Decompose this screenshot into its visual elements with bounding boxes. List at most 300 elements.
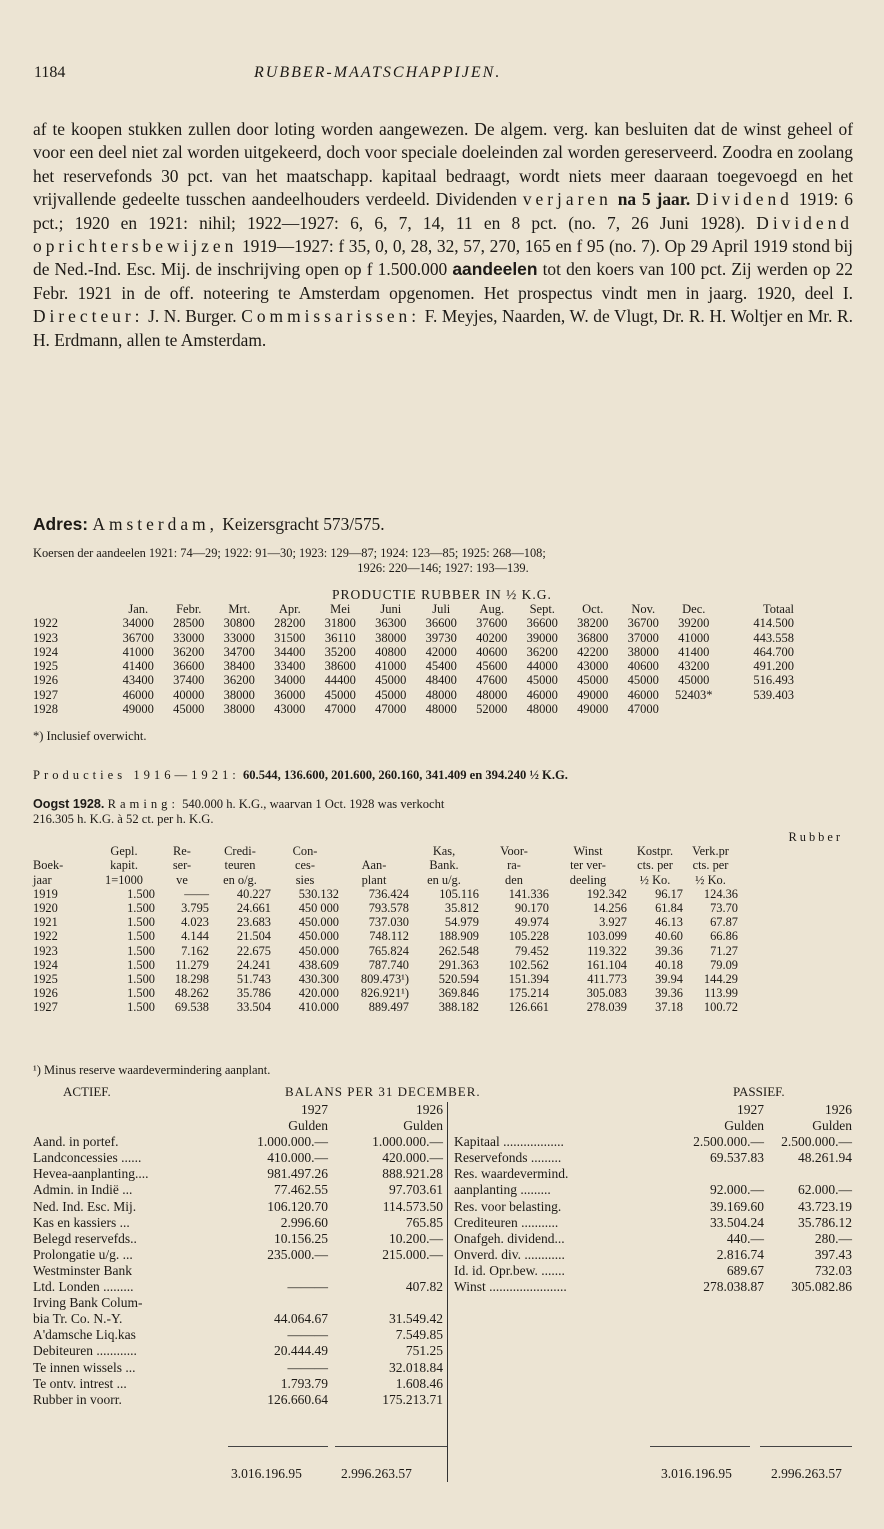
financial-cell: 39.36 xyxy=(655,943,683,958)
production-cell: 539.403 xyxy=(753,687,794,702)
production-cell: 28200 xyxy=(274,616,306,631)
financial-cell: 46.13 xyxy=(655,915,683,930)
financial-cell: 40.227 xyxy=(236,886,271,901)
column-header: Dec. xyxy=(682,602,706,616)
financial-cell: 51.743 xyxy=(236,972,271,987)
financial-cell: 39.94 xyxy=(655,972,683,987)
production-row xyxy=(33,673,853,687)
actief-column-header xyxy=(33,1102,445,1118)
financial-cell: 35.786 xyxy=(236,986,271,1001)
balance-passief xyxy=(447,1102,854,1482)
actief-line xyxy=(33,1311,445,1327)
balance-item-label: Landconcessies ...... xyxy=(33,1150,142,1166)
production-cell: 48000 xyxy=(476,687,508,702)
financial-cell: 40.60 xyxy=(655,929,683,944)
balance-value-1926: 62.000.— xyxy=(798,1182,852,1198)
production-cell: 41400 xyxy=(122,659,154,674)
production-cell: 1925 xyxy=(33,659,58,674)
financial-cell: 61.84 xyxy=(655,901,683,916)
balance-value-1927: ——— xyxy=(287,1279,328,1295)
financial-cell: 35.812 xyxy=(444,901,479,916)
financial-cell: 113.99 xyxy=(704,986,738,1001)
production-cell: 1926 xyxy=(33,673,58,688)
financial-cell: 23.683 xyxy=(236,915,271,930)
blank xyxy=(448,1118,664,1134)
column-header: Juli xyxy=(432,602,451,616)
column-header: Winst xyxy=(573,844,603,859)
financial-cell: 21.504 xyxy=(236,929,271,944)
column-header: Apr. xyxy=(278,602,301,616)
passief-line xyxy=(448,1263,854,1279)
balance-value-1927 xyxy=(664,1166,764,1182)
production-header-row xyxy=(33,602,853,616)
column-header: ces- xyxy=(295,858,315,873)
production-row xyxy=(33,645,853,659)
balance-item-label: Onverd. div. ............ xyxy=(454,1246,565,1262)
production-cell: 48400 xyxy=(425,673,457,688)
share-prices-line1: Koersen der aandeelen 1921: 74—29; 1922: 91—30; 1923: 129—87; 1924: 123—85; 1925: 268—108; xyxy=(33,546,546,560)
actief-line xyxy=(33,1166,445,1182)
blank xyxy=(33,1118,228,1134)
production-cell: 36200 xyxy=(526,644,558,659)
balance-value-1926: 1.000.000.— xyxy=(372,1134,443,1150)
production-cell: 48000 xyxy=(425,687,457,702)
actief-line xyxy=(33,1182,445,1198)
financial-cell: 175.214 xyxy=(508,986,549,1001)
production-cell: 1927 xyxy=(33,687,58,702)
financial-cell: 1924 xyxy=(33,957,58,972)
balance-value-1926: 888.921.28 xyxy=(382,1166,443,1182)
passief-line xyxy=(448,1231,854,1247)
column-header: Febr. xyxy=(176,602,202,616)
production-totals xyxy=(33,768,853,783)
financial-cell: 71.27 xyxy=(710,943,738,958)
balance-actief xyxy=(33,1102,445,1408)
total-rule xyxy=(650,1446,750,1447)
financial-cell: 49.974 xyxy=(514,915,549,930)
financial-cell: 40.18 xyxy=(655,957,683,972)
production-cell: 34400 xyxy=(274,644,306,659)
production-cell: 45000 xyxy=(173,702,205,717)
actief-line xyxy=(33,1263,445,1279)
production-cell: 45000 xyxy=(324,687,356,702)
actief-line xyxy=(33,1376,445,1392)
financial-cell: 450.000 xyxy=(298,915,339,930)
column-header: Gulden xyxy=(812,1118,852,1134)
financial-cell: 262.548 xyxy=(438,943,479,958)
column-header: Re- xyxy=(173,844,191,859)
production-cell: 443.558 xyxy=(753,630,794,645)
balance-item-label: Irving Bank Colum- xyxy=(33,1295,143,1311)
financial-cell: 1921 xyxy=(33,915,58,930)
balance-item-label: Onafgeh. dividend... xyxy=(454,1230,565,1246)
production-cell: 516.493 xyxy=(753,673,794,688)
financial-cell: 1927 xyxy=(33,1000,58,1015)
actief-line xyxy=(33,1247,445,1263)
production-cell: 43200 xyxy=(678,659,710,674)
balance-value-1926: 751.25 xyxy=(405,1343,443,1359)
actief-line xyxy=(33,1215,445,1231)
column-header: ra- xyxy=(507,858,521,873)
production-cell: 1923 xyxy=(33,630,58,645)
financial-cell: —— xyxy=(184,886,209,901)
production-cell: 45600 xyxy=(476,659,508,674)
financial-cell: 79.452 xyxy=(514,943,549,958)
financial-cell: 7.162 xyxy=(181,943,209,958)
financial-cell: 1.500 xyxy=(127,957,155,972)
production-cell: 42000 xyxy=(425,644,457,659)
column-header: Mrt. xyxy=(228,602,251,616)
balance-item-label: aanplanting ......... xyxy=(454,1182,551,1198)
production-cell: 47600 xyxy=(476,673,508,688)
financial-cell: 4.023 xyxy=(181,915,209,930)
production-cell: 39000 xyxy=(526,630,558,645)
production-cell: 38400 xyxy=(223,659,255,674)
production-cell: 414.500 xyxy=(753,616,794,631)
balance-value-1927: 126.660.64 xyxy=(267,1391,328,1407)
directeur-name: J. N. Burger. xyxy=(148,306,237,327)
financial-cell: 67.87 xyxy=(710,915,738,930)
actief-line xyxy=(33,1343,445,1359)
financial-row xyxy=(33,901,853,915)
financial-cell: 410.000 xyxy=(298,1000,339,1015)
total-rule xyxy=(335,1446,447,1447)
production-cell: 45000 xyxy=(577,673,609,688)
balance-value-1926: 175.213.71 xyxy=(382,1391,443,1407)
column-header: ½ Ko. xyxy=(639,872,671,887)
production-cell: 464.700 xyxy=(753,644,794,659)
production-cell: 47000 xyxy=(324,702,356,717)
harvest-estimate xyxy=(33,797,853,827)
aandeelen-text: tot den koers van 100 pct. Zij werden op 22 Febr. 1921 in de off. noteering te Amsterdam opgenomen. Het prospectus vindt men in jaarg. 1920, deel I. xyxy=(33,259,853,303)
balance-value-1926: 97.703.61 xyxy=(389,1182,443,1198)
actief-line xyxy=(33,1360,445,1376)
production-cell: 45000 xyxy=(678,673,710,688)
production-totals-values: 60.544, 136.600, 201.600, 260.160, 341.409 en 394.240 ½ K.G. xyxy=(242,768,568,782)
balance-value-1926: 7.549.85 xyxy=(395,1327,443,1343)
commissarissen-label: Commissarissen: xyxy=(241,306,421,327)
financial-cell: 737.030 xyxy=(368,915,409,930)
column-header: 1926 xyxy=(825,1102,852,1117)
financial-cell: 105.116 xyxy=(439,886,479,901)
balance-value-1926 xyxy=(328,1295,443,1311)
financial-cell: 192.342 xyxy=(586,886,627,901)
financial-cell: 305.083 xyxy=(586,986,627,1001)
financial-cell: 278.039 xyxy=(586,1000,627,1015)
balance-value-1926: 305.082.86 xyxy=(791,1279,852,1295)
financial-cell: 4.144 xyxy=(181,929,209,944)
balance-value-1926: 397.43 xyxy=(814,1246,852,1262)
balance-value-1927: 106.120.70 xyxy=(267,1198,328,1214)
production-cell: 46000 xyxy=(627,687,659,702)
balance-value-1927 xyxy=(228,1263,328,1279)
production-cell: 40800 xyxy=(375,644,407,659)
actief-label: ACTIEF. xyxy=(63,1084,111,1099)
financial-cell: 1920 xyxy=(33,901,58,916)
production-cell: 39730 xyxy=(425,630,457,645)
dividend-text: 1919: 6 pct.; 1920 en 1921: nihil; 1922—1927: 6, 6, 7, 14, 11 en 8 pct. (no. 7, 26 Juni 1928). xyxy=(33,189,853,233)
column-header: ½ Ko. xyxy=(695,872,726,887)
production-cell: 44400 xyxy=(324,673,356,688)
column-header: cts. per xyxy=(637,858,673,873)
dividend-label: Dividend xyxy=(696,189,793,210)
financial-cell: 96.17 xyxy=(655,886,683,901)
production-table-title: PRODUCTIE RUBBER IN ½ K.G. xyxy=(332,587,552,602)
balance-value-1927: 77.462.55 xyxy=(274,1182,328,1198)
column-header: kapit. xyxy=(110,858,138,873)
column-header: Gepl. xyxy=(110,844,138,859)
production-cell: 36600 xyxy=(526,616,558,631)
balance-item-label: Res. waardevermind. xyxy=(454,1166,569,1182)
production-cell: 45000 xyxy=(375,687,407,702)
financial-cell: 1925 xyxy=(33,972,58,987)
financial-header-row xyxy=(33,858,853,872)
balance-item-label: Reservefonds ......... xyxy=(454,1150,562,1166)
production-footnote: *) Inclusief overwicht. xyxy=(33,729,147,743)
financial-cell: 39.36 xyxy=(655,986,683,1001)
production-cell: 39200 xyxy=(678,616,710,631)
financial-header-row xyxy=(33,873,853,887)
financial-cell: 37.18 xyxy=(655,1000,683,1015)
production-cell: 45000 xyxy=(526,673,558,688)
balance-value-1927: 235.000.— xyxy=(267,1246,328,1262)
balance-item-label: bia Tr. Co. N.-Y. xyxy=(33,1311,123,1327)
running-title: RUBBER-MAATSCHAPPIJEN. xyxy=(254,64,502,81)
column-header: Kostpr. xyxy=(636,844,674,859)
balance-item-label: Hevea-aanplanting.... xyxy=(33,1166,149,1182)
harvest-text1: 540.000 h. K.G., waarvan 1 Oct. 1928 was verkocht xyxy=(182,797,445,811)
production-totals-label: Producties 1916—1921: xyxy=(33,768,240,782)
passief-column-header xyxy=(448,1102,854,1118)
financial-row xyxy=(33,972,853,986)
balance-item-label: Id. id. Opr.bew. ....... xyxy=(454,1262,565,1278)
financial-cell: 103.099 xyxy=(586,929,627,944)
financial-cell: 54.979 xyxy=(444,915,479,930)
financial-cell: 411.773 xyxy=(587,972,627,987)
production-cell: 41000 xyxy=(122,644,154,659)
column-header: Voor- xyxy=(500,844,528,859)
verjaren-term: na 5 jaar. xyxy=(617,189,691,210)
balance-value-1927: 2.996.60 xyxy=(280,1214,328,1230)
financial-cell: 826.921¹) xyxy=(360,986,409,1001)
page-number: 1184 xyxy=(34,64,66,81)
balance-value-1927: 69.537.83 xyxy=(710,1150,764,1166)
production-cell: 40000 xyxy=(173,687,205,702)
financial-cell: 787.740 xyxy=(368,957,409,972)
balance-heading xyxy=(33,1084,853,1102)
column-header: den xyxy=(505,872,523,887)
blank xyxy=(33,1102,228,1118)
financial-row xyxy=(33,944,853,958)
raming-label: Raming: xyxy=(107,797,179,811)
financial-cell: 388.182 xyxy=(438,1000,479,1015)
production-cell: 36110 xyxy=(324,630,356,645)
production-table xyxy=(33,602,853,716)
production-cell: 47000 xyxy=(375,702,407,717)
balance-value-1927: ——— xyxy=(287,1359,328,1375)
financial-cell: 765.824 xyxy=(368,943,409,958)
production-cell: 38000 xyxy=(223,702,255,717)
production-cell xyxy=(669,702,720,716)
rubber-superheader: Rubber xyxy=(788,830,843,844)
financial-cell: 188.909 xyxy=(438,929,479,944)
production-cell: 37400 xyxy=(173,673,205,688)
production-cell: 38000 xyxy=(223,687,255,702)
production-cell: 36200 xyxy=(223,673,255,688)
total-passief-1926: 2.996.263.57 xyxy=(771,1466,842,1481)
production-cell xyxy=(719,702,794,716)
production-row xyxy=(33,616,853,630)
financial-cell: 1.500 xyxy=(127,1000,155,1015)
balance-value-1927: 981.497.26 xyxy=(267,1166,328,1182)
share-prices xyxy=(33,546,853,575)
balance-value-1927: 410.000.— xyxy=(267,1150,328,1166)
financial-cell: 144.29 xyxy=(703,972,738,987)
production-cell: 34000 xyxy=(122,616,154,631)
balance-value-1926: 32.018.84 xyxy=(389,1359,443,1375)
balance-value-1927: ——— xyxy=(287,1327,328,1343)
balance-item-label: Te innen wissels ... xyxy=(33,1359,136,1375)
production-cell: 31500 xyxy=(274,630,306,645)
actief-line xyxy=(33,1327,445,1343)
balance-item-label: Westminster Bank xyxy=(33,1262,133,1278)
production-cell: 44000 xyxy=(526,659,558,674)
commissarissen-names: F. Meyjes, Naarden, W. de Vlugt, Dr. R. H. Woltjer en Mr. R. H. Erdmann, allen te Amsterdam. xyxy=(33,306,853,350)
actief-line xyxy=(33,1199,445,1215)
balance-value-1927: 1.793.79 xyxy=(280,1375,328,1391)
column-header: Credi- xyxy=(224,844,256,859)
financial-cell: 1.500 xyxy=(127,972,155,987)
financial-cell: 438.609 xyxy=(298,957,339,972)
passief-line xyxy=(448,1182,854,1198)
production-cell: 40600 xyxy=(476,644,508,659)
balance-value-1926: 215.000.— xyxy=(382,1246,443,1262)
production-cell: 52403* xyxy=(675,687,713,702)
production-cell: 43000 xyxy=(274,702,306,717)
financial-cell: 90.170 xyxy=(514,901,549,916)
column-header: 1926 xyxy=(416,1102,443,1117)
production-cell: 46000 xyxy=(122,687,154,702)
passief-line xyxy=(448,1134,854,1150)
production-cell: 36600 xyxy=(173,659,205,674)
balance-value-1926: 10.200.— xyxy=(389,1230,443,1246)
production-row xyxy=(33,702,853,716)
balance-item-label: Ned. Ind. Esc. Mij. xyxy=(33,1198,137,1214)
balance-value-1926: 35.786.12 xyxy=(798,1214,852,1230)
aandeelen-label: aandeelen xyxy=(452,259,538,280)
balance-value-1927: 440.— xyxy=(726,1230,764,1246)
financial-cell: 105.228 xyxy=(508,929,549,944)
financial-cell: 33.504 xyxy=(236,1000,271,1015)
financial-cell: 420.000 xyxy=(298,986,339,1001)
production-cell: 35200 xyxy=(324,644,356,659)
financial-cell: 3.795 xyxy=(181,901,209,916)
actief-line xyxy=(33,1279,445,1295)
actief-line xyxy=(33,1392,445,1408)
financial-row xyxy=(33,958,853,972)
column-header: Juni xyxy=(380,602,402,616)
financial-cell: 450.000 xyxy=(298,943,339,958)
column-header xyxy=(339,844,409,858)
production-cell: 41000 xyxy=(678,630,710,645)
financial-cell: 102.562 xyxy=(508,957,549,972)
production-cell: 45000 xyxy=(375,673,407,688)
column-header: jaar xyxy=(33,872,52,887)
production-cell: 36600 xyxy=(425,616,457,631)
financial-cell: 100.72 xyxy=(703,1000,738,1015)
production-cell: 38000 xyxy=(627,644,659,659)
actief-line xyxy=(33,1150,445,1166)
financial-footnote: ¹) Minus reserve waardevermindering aanplant. xyxy=(33,1063,271,1077)
passief-line xyxy=(448,1166,854,1182)
financial-cell: 66.86 xyxy=(710,929,738,944)
total-rule xyxy=(228,1446,328,1447)
financial-cell: 119.322 xyxy=(587,943,627,958)
production-row xyxy=(33,631,853,645)
financial-table xyxy=(33,830,853,1015)
production-cell: 37000 xyxy=(627,630,659,645)
financial-cell: 809.473¹) xyxy=(360,972,409,987)
production-cell: 1922 xyxy=(33,616,58,631)
balance-value-1926: 765.85 xyxy=(405,1214,443,1230)
balance-value-1927: 278.038.87 xyxy=(703,1279,764,1295)
column-header: en u/g. xyxy=(427,872,461,887)
balance-value-1926: 420.000.— xyxy=(382,1150,443,1166)
production-cell: 43000 xyxy=(577,659,609,674)
balance-value-1927: 33.504.24 xyxy=(710,1214,764,1230)
total-passief-1927: 3.016.196.95 xyxy=(661,1466,732,1481)
passief-line xyxy=(448,1215,854,1231)
production-cell: 491.200 xyxy=(753,659,794,674)
production-cell: 47000 xyxy=(627,702,659,717)
passief-line xyxy=(448,1279,854,1295)
financial-row xyxy=(33,929,853,943)
balance-item-label: Debiteuren ............ xyxy=(33,1343,137,1359)
balance-item-label: Aand. in portef. xyxy=(33,1134,119,1150)
column-header: 1927 xyxy=(301,1102,328,1117)
financial-cell: 151.394 xyxy=(508,972,549,987)
balance-value-1927: 2.816.74 xyxy=(716,1246,764,1262)
financial-cell: 141.336 xyxy=(508,886,549,901)
production-cell: 36800 xyxy=(577,630,609,645)
column-header: 1=1000 xyxy=(105,872,143,887)
total-actief-1926: 2.996.263.57 xyxy=(341,1466,412,1481)
financial-cell: 14.256 xyxy=(592,901,627,916)
column-header: sies xyxy=(295,872,315,887)
balance-value-1927 xyxy=(228,1295,328,1311)
financial-cell: 369.846 xyxy=(438,986,479,1001)
column-header: Gulden xyxy=(288,1118,328,1134)
financial-cell: 1923 xyxy=(33,943,58,958)
financial-cell: 18.298 xyxy=(174,972,209,987)
financial-cell: 1.500 xyxy=(127,886,155,901)
actief-line xyxy=(33,1295,445,1311)
financial-row xyxy=(33,986,853,1000)
column-header: Jan. xyxy=(128,602,149,616)
financial-row xyxy=(33,887,853,901)
production-cell: 49000 xyxy=(122,702,154,717)
financial-row xyxy=(33,915,853,929)
financial-cell: 450 000 xyxy=(298,901,339,916)
balance-value-1926: 407.82 xyxy=(405,1279,443,1295)
harvest-text2: 216.305 h. K.G. à 52 ct. per h. K.G. xyxy=(33,812,214,826)
balance-value-1927: 44.064.67 xyxy=(274,1311,328,1327)
actief-line xyxy=(33,1231,445,1247)
page-header xyxy=(34,64,854,88)
column-header: Sept. xyxy=(529,602,555,616)
balance-value-1927: 2.500.000.— xyxy=(693,1134,764,1150)
balance-value-1927: 39.169.60 xyxy=(710,1198,764,1214)
